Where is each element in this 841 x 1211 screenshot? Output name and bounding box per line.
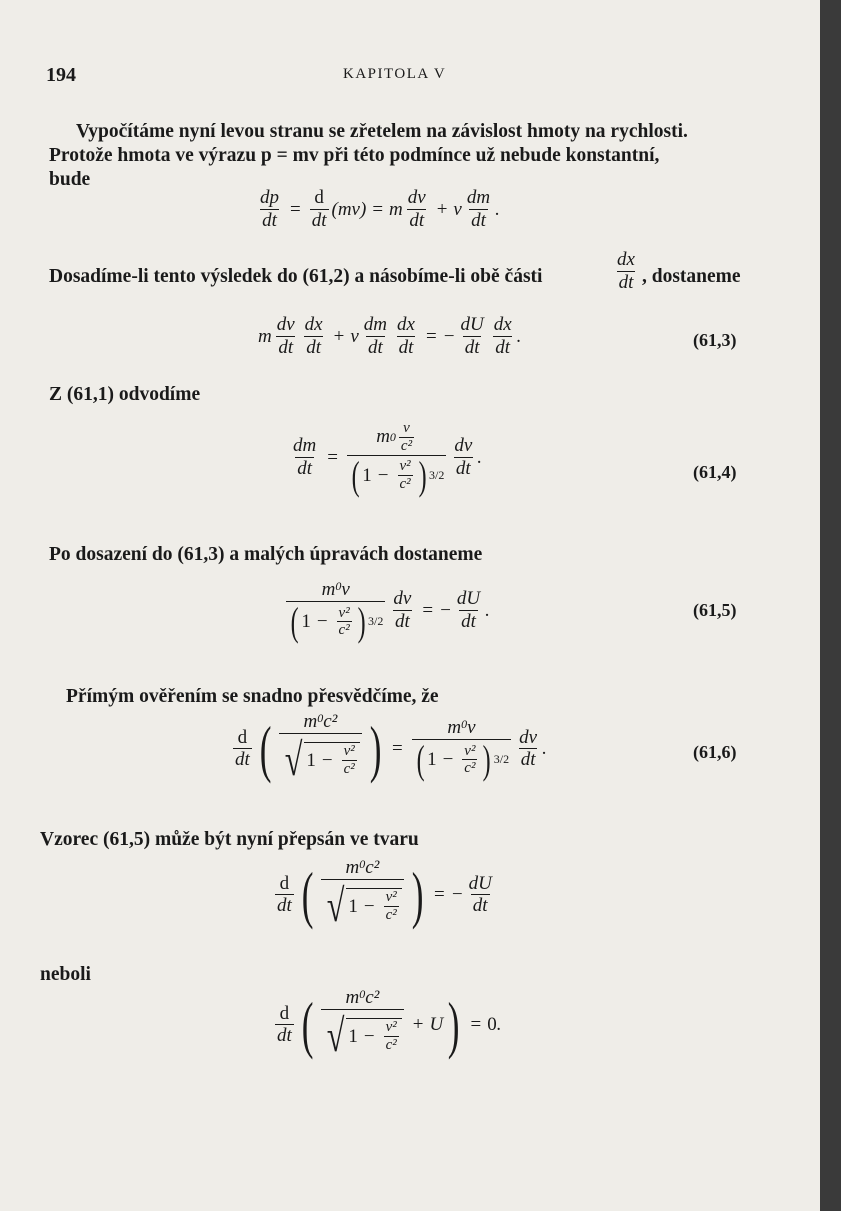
equation-number: (61,5)	[693, 600, 737, 620]
page-edge	[820, 0, 841, 1211]
equation-number: (61,4)	[693, 462, 737, 482]
chapter-heading: KAPITOLA V	[343, 66, 447, 82]
equation-energy-form: $\frac{d}{dt}$ ( m 0 c² √ 1 − $\frac{\text{v²}}{\text{c²}}$ ) = − $\frac{dU}{dt}$	[277, 857, 492, 931]
paragraph-line: Protože hmota ve výrazu p = mv při této podmínce už nebude konstantní,	[49, 145, 660, 166]
paragraph-line: Dosadíme-li tento výsledek do (61,2) a násobíme-li obě části	[49, 266, 543, 287]
paragraph-line: bude	[49, 169, 91, 190]
inline-fraction-dx-dt: $\frac{dx}{dt}$	[617, 249, 635, 293]
paragraph-line: Vzorec (61,5) může být nyní přepsán ve tvaru	[40, 829, 419, 850]
paragraph-line: Po dosazení do (61,3) a malých úpravách dostaneme	[49, 544, 483, 565]
page-number: 194	[46, 64, 76, 86]
paragraph-line: Vypočítáme nyní levou stranu se zřetelem na závislost hmoty na rychlosti.	[76, 121, 688, 142]
equation-number: (61,6)	[693, 742, 737, 762]
paragraph-line: Z (61,1) odvodíme	[49, 384, 201, 405]
equation-momentum-derivative: $\frac{dp}{dt}$ = $\frac{d}{dt}$ (mv) = m $\frac{dv}{dt}$ + v $\frac{dm}{dt}$ .	[260, 187, 500, 231]
equation-61-5: m 0 v ( 1 − $\frac{\text{v²}}{\text{c²}}$ ) 3/2 $\frac{dv}{dt}$ = − $\frac{dU}{dt}$ .	[283, 580, 490, 642]
equation-61-6: $\frac{d}{dt}$ ( m 0 c² √ 1 − $\frac{\text{v²}}{\text{c²}}$ ) = m 0 v ( 1 − $\frac{\text{v²}}{\text{c²}}$ ) 3/2 $\frac{dv}{dt}$ .	[235, 711, 547, 785]
paragraph-line: Přímým ověřením se snadno přesvědčíme, že	[66, 686, 439, 707]
equation-61-4: $\frac{dm}{dt}$ = m 0 $\frac{v}{\text{c²}}$ ( 1 − $\frac{\text{v²}}{\text{c²}}$ ) 3/2 $\frac{dv}{dt}$ .	[293, 420, 483, 498]
paragraph-line: neboli	[40, 964, 91, 985]
paragraph-line: , dostaneme	[642, 266, 741, 287]
equation-conservation: $\frac{d}{dt}$ ( m 0 c² √ 1 − $\frac{\text{v²}}{\text{c²}}$ + U ) = 0 .	[277, 987, 502, 1061]
equation-61-3: m $\frac{dv}{dt}$ $\frac{dx}{dt}$ + v $\frac{dm}{dt}$ $\frac{dx}{dt}$ = − $\frac{dU}{dt}$ $\frac{dx}{dt}$ .	[258, 314, 522, 358]
equation-number: (61,3)	[693, 330, 737, 350]
